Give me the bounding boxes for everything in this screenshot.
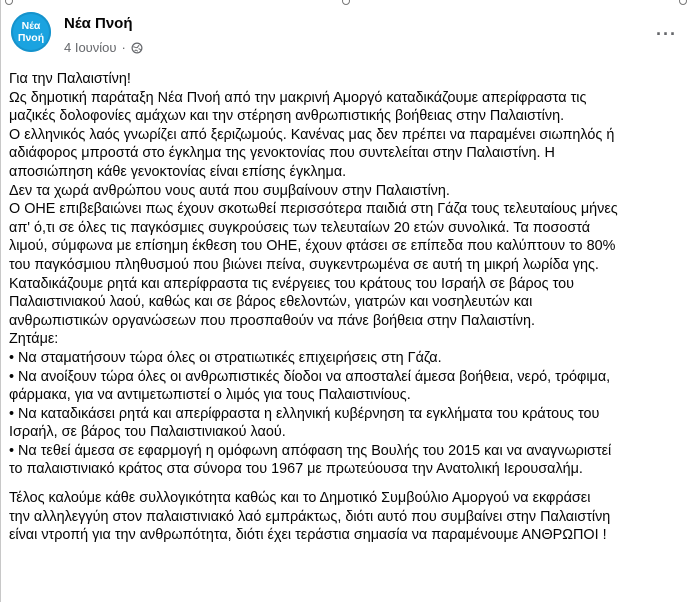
post-line: Παλαιστινιακού λαού, καθώς και σε βάρος εθελοντών, γιατρών και νοσηλευτών και	[9, 294, 533, 311]
post-line: Δεν τα χωρά ανθρώπου νους αυτά που συμβαίνουν στην Παλαιστίνη.	[9, 182, 450, 199]
avatar-text-line1: Νέα	[21, 20, 41, 32]
page-name-link[interactable]: Νέα Πνοή	[64, 15, 133, 32]
post-line: Ως δημοτική παράταξη Νέα Πνοή από την μακρινή Αμοργό καταδικάζουμε απερίφραστα τις	[9, 89, 587, 106]
post-line: Ζητάμε:	[9, 331, 59, 348]
post-line: μαζικές δολοφονίες αμάχων και την στέρηση ανθρωπιστικής βοήθειας στην Παλαιστίνη.	[9, 108, 565, 125]
post-line: την αλληλεγγύη στον παλαιστινιακό λαό εμπράκτως, διότι αυτό που συμβαίνει στην Παλαιστίνη	[9, 508, 611, 525]
post-header	[9, 7, 679, 57]
window-corner-dot	[342, 0, 350, 5]
post-line: Τέλος καλούμε κάθε συλλογικότητα καθώς και το Δημοτικό Συμβούλιο Αμοργού να εκφράσει	[9, 490, 591, 507]
post-meta	[64, 40, 143, 55]
post-line: ανθρωπιστικών οργανώσεων που προσπαθούν να πάνε βοήθεια στην Παλαιστίνη.	[9, 312, 535, 329]
window-corner-dot	[5, 0, 13, 5]
globe-icon	[131, 42, 143, 54]
post-line: Ο ελληνικός λαός γνωρίζει από ξεριζωμούς. Κανένας μας δεν πρέπει να παραμένει σιωπηλός ή	[9, 126, 615, 143]
avatar-text-line2: Πνοή	[17, 32, 45, 44]
post-line: • Να σταματήσουν τώρα όλες οι στρατιωτικές επιχειρήσεις στη Γάζα.	[9, 349, 442, 366]
post-line: του παγκόσμιου πληθυσμού που βιώνει πείνα, συγκεντρωμένα σε αυτή τη μικρή λωρίδα γης.	[9, 256, 599, 273]
meta-separator: ·	[121, 40, 126, 55]
post-date-link[interactable]: 4 Ιουνίου	[64, 40, 117, 55]
post-line: • Να τεθεί άμεσα σε εφαρμογή η ομόφωνη απόφαση της Βουλής του 2015 και να αναγνωριστεί	[9, 442, 612, 459]
post-line: φάρμακα, για να αντιμετωπιστεί ο λιμός για τους Παλαιστινίους.	[9, 387, 411, 404]
post-line: • Να ανοίξουν τώρα όλες οι ανθρωπιστικές δίοδοι να αποσταλεί άμεσα βοήθεια, νερό, τρόφιμα,	[9, 368, 611, 385]
post-line: λιμού, σύμφωνα με επίσημη έκθεση του ΟΗΕ, έχουν φτάσει σε επίπεδα που καλύπτουν το 80%	[9, 238, 616, 255]
post-line: το παλαιστινιακό κράτος στα σύνορα του 1967 με πρωτεύουσα την Ανατολική Ιερουσαλήμ.	[9, 461, 583, 478]
avatar[interactable]	[11, 12, 51, 52]
post-line: Καταδικάζουμε ρητά και απερίφραστα τις ενέργειες του κράτους του Ισραήλ σε βάρος του	[9, 275, 574, 292]
more-options-button[interactable]: ···	[656, 24, 677, 44]
post-line: αδιάφορος μπροστά στο έγκλημα της γενοκτονίας που συντελείται στην Παλαιστίνη. Η	[9, 145, 555, 162]
post-line: απ' ό,τι σε όλες τις παγκόσμιες συγκρούσεις των τελευταίων 20 ετών συνολικά. Τα ποσοστά	[9, 219, 591, 236]
window-corner-dot	[679, 0, 687, 5]
paragraph-gap	[9, 479, 687, 489]
post-line: είναι ντροπή για την ανθρωπότητα, διότι έχει τεράστια σημασία να παραμένουμε ΑΝΘΡΩΠΟΙ !	[9, 527, 607, 544]
post-line: Ο ΟΗΕ επιβεβαιώνει πως έχουν σκοτωθεί περισσότερα παιδιά στη Γάζα τους τελευταίους μήνες	[9, 201, 618, 218]
post-line: Ισραήλ, σε βάρος του Παλαιστινιακού λαού.	[9, 424, 286, 441]
post-line: Για την Παλαιστίνη!	[9, 71, 131, 87]
post-line: • Να καταδικάσει ρητά και απερίφραστα η ελληνική κυβέρνηση τα εγκλήματα του κράτους του	[9, 405, 600, 422]
post-line: αποσιώπηση κάθε γενοκτονίας είναι επίσης έγκλημα.	[9, 163, 347, 180]
post-message	[9, 70, 687, 545]
